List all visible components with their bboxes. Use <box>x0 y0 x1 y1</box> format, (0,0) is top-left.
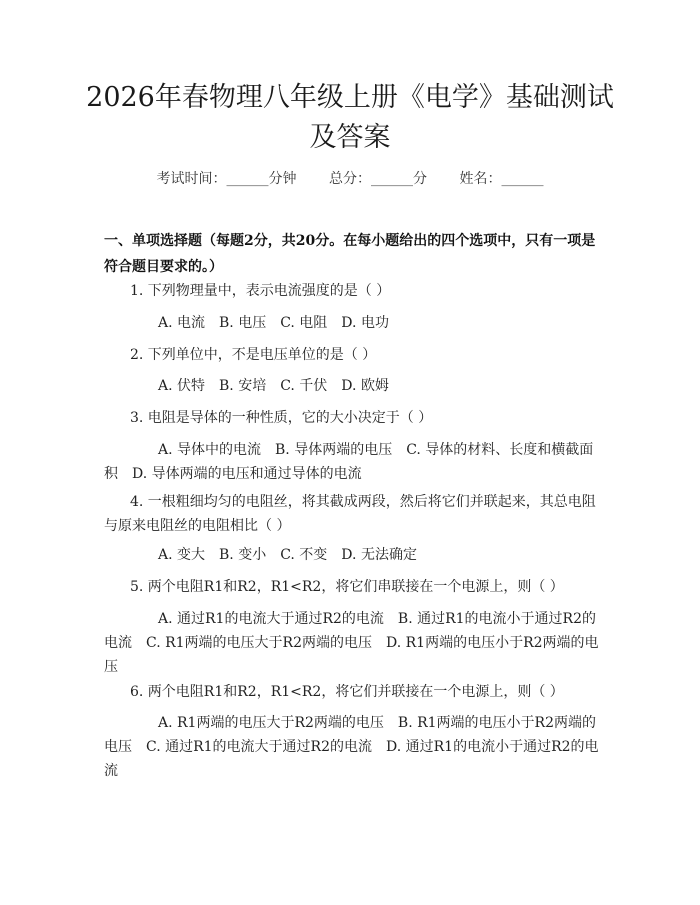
question-stem-1: 1. 下列物理量中，表示电流强度的是（ ） <box>130 283 391 299</box>
exam-time: 考试时间：______分钟 <box>156 171 297 187</box>
question-options-5: A. 通过R1的电流大于通过R2的电流 B. 通过R1的电流小于通过R2的电流 C. R1两端的电压大于R2两端的电压 D. R1两端的电压小于R2两端的电压 <box>104 611 599 675</box>
question-options-2: A. 伏特 B. 安培 C. 千伏 D. 欧姆 <box>158 378 389 394</box>
student-name: 姓名：______ <box>459 171 544 187</box>
question-stem-3: 3. 电阻是导体的一种性质，它的大小决定于（ ） <box>130 410 433 426</box>
question-stem-6: 6. 两个电阻R1和R2，R1<R2，将它们并联接在一个电源上，则（ ） <box>130 684 564 700</box>
question-options-1: A. 电流 B. 电压 C. 电阻 D. 电功 <box>158 315 389 331</box>
question-stem-5: 5. 两个电阻R1和R2，R1<R2，将它们串联接在一个电源上，则（ ） <box>130 579 564 595</box>
exam-info <box>0 168 700 188</box>
question-stem-2: 2. 下列单位中，不是电压单位的是（ ） <box>130 347 377 363</box>
title-line-2: 及答案 <box>309 122 391 153</box>
question-options-3: A. 导体中的电流 B. 导体两端的电压 C. 导体的材料、长度和横截面积 D. 导体两端的电压和通过导体的电流 <box>104 442 594 482</box>
question-options-6: A. R1两端的电压大于R2两端的电压 B. R1两端的电压小于R2两端的电压 C. 通过R1的电流大于通过R2的电流 D. 通过R1的电流小于通过R2的电流 <box>104 715 599 779</box>
section-heading: 一、单项选择题（每题2分，共20分。在每小题给出的四个选项中，只有一项是符合题目要求的。） <box>104 233 596 275</box>
title-line-1: 2026年春物理八年级上册《电学》基础测试 <box>86 82 614 113</box>
total-score: 总分：______分 <box>329 171 427 187</box>
document-title <box>60 78 640 158</box>
question-stem-4: 4. 一根粗细均匀的电阻丝，将其截成两段，然后将它们并联起来，其总电阻与原来电阻丝的电阻相比（ ） <box>104 494 596 534</box>
question-options-4: A. 变大 B. 变小 C. 不变 D. 无法确定 <box>158 547 417 563</box>
